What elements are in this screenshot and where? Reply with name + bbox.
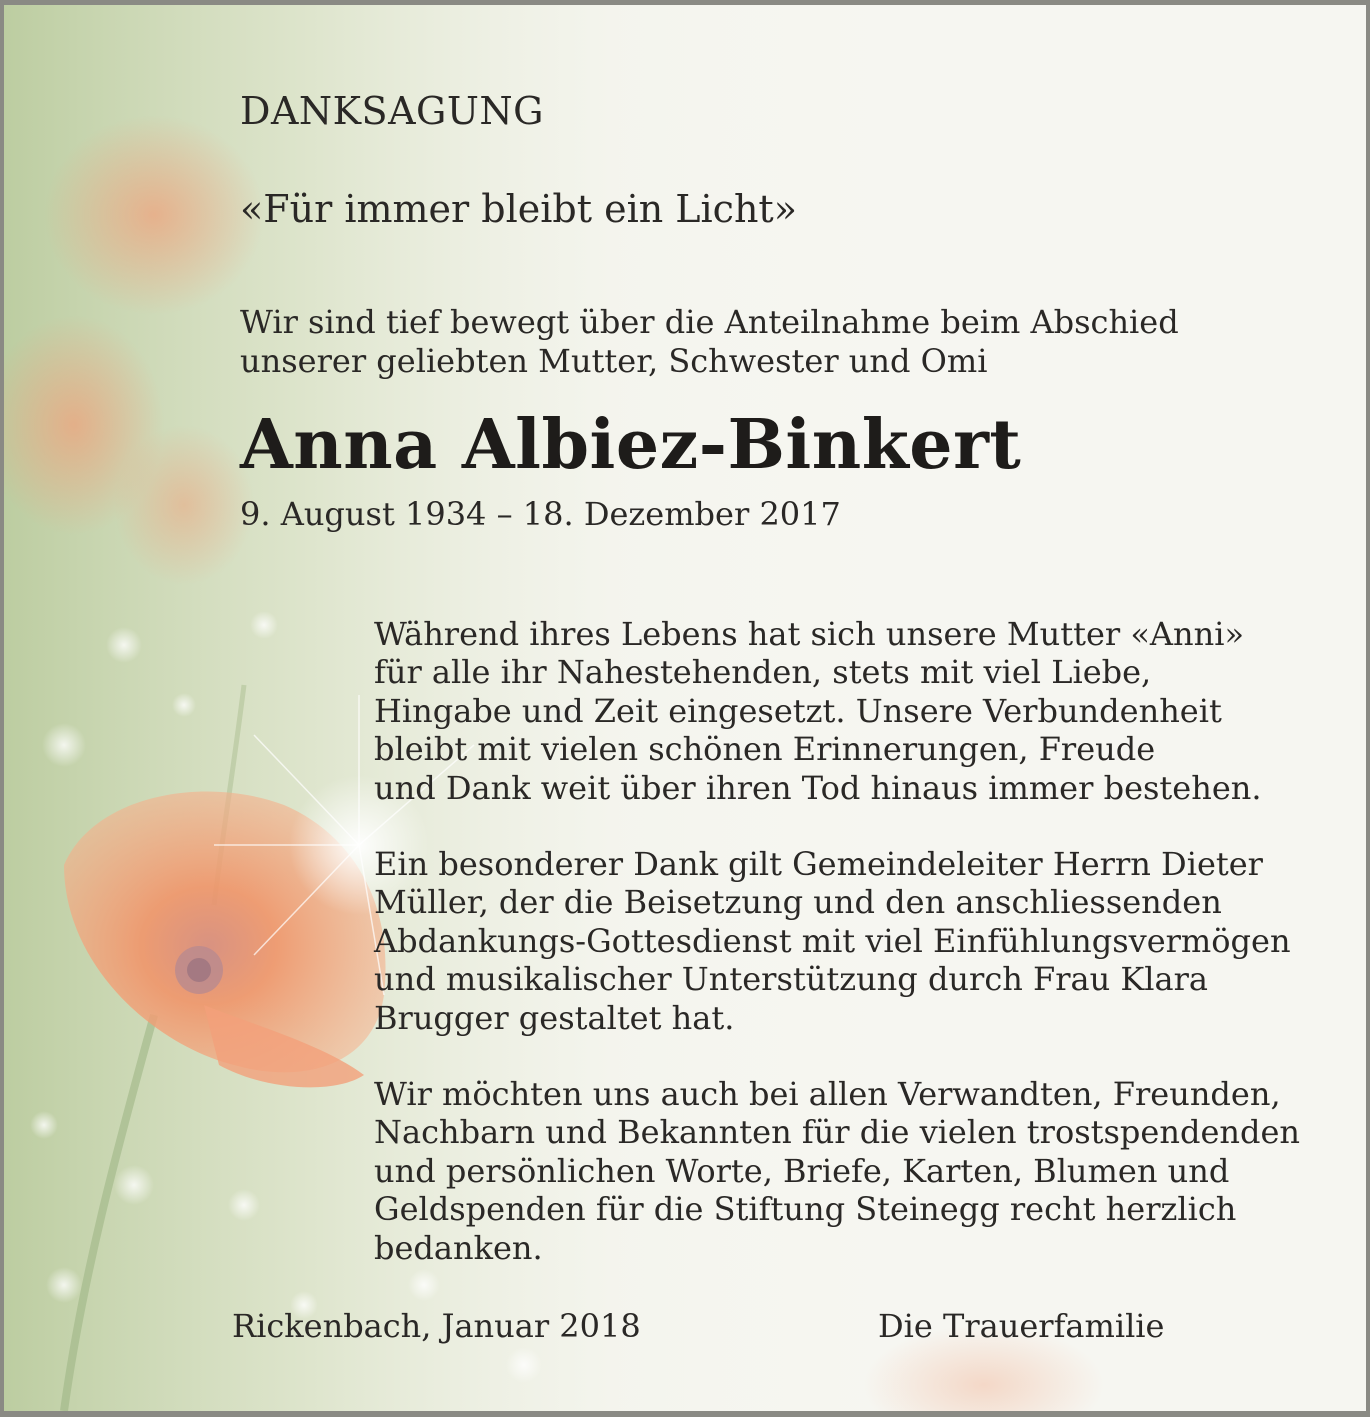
paragraph-line: bedanken.	[374, 1228, 543, 1267]
paragraph-line: Wir möchten uns auch bei allen Verwandten, Freunden,	[374, 1075, 1281, 1113]
paragraph-line: und Dank weit über ihren Tod hinaus immer bestehen.	[374, 768, 1262, 807]
paragraph-line: Geldspenden für die Stiftung Steinegg recht herzlich	[374, 1190, 1237, 1229]
signature: Die Trauerfamilie	[878, 1307, 1165, 1345]
paragraph-thanks-service	[374, 845, 1291, 1037]
notice-heading: DANKSAGUNG	[240, 89, 545, 133]
paragraph-line: Abdankungs-Gottesdienst mit viel Einfühlungsvermögen	[374, 921, 1291, 960]
place-date: Rickenbach, Januar 2018	[232, 1307, 641, 1345]
intro-line: Wir sind tief bewegt über die Anteilnahme beim Abschied	[240, 303, 1179, 341]
intro-text	[240, 303, 1179, 381]
paragraph-life	[374, 615, 1262, 807]
paragraph-line: bleibt mit vielen schönen Erinnerungen, Freude	[374, 730, 1156, 769]
paragraph-thanks-family	[374, 1075, 1300, 1267]
paragraph-line: Brugger gestaltet hat.	[374, 998, 735, 1037]
intro-line: unserer geliebten Mutter, Schwester und Omi	[240, 342, 988, 380]
paragraph-line: und persönlichen Worte, Briefe, Karten, Blumen und	[374, 1151, 1230, 1190]
paragraph-line: und musikalischer Unterstützung durch Frau Klara	[374, 960, 1208, 999]
life-dates: 9. August 1934 – 18. Dezember 2017	[240, 495, 841, 533]
paragraph-line: Ein besonderer Dank gilt Gemeindeleiter Herrn Dieter	[374, 845, 1263, 883]
paragraph-line: Während ihres Lebens hat sich unsere Mutter «Anni»	[374, 615, 1245, 653]
deceased-name: Anna Albiez-Binkert	[240, 405, 1022, 485]
paragraph-line: Nachbarn und Bekannten für die vielen trostspendenden	[374, 1113, 1301, 1152]
memorial-quote: «Für immer bleibt ein Licht»	[240, 187, 797, 231]
paragraph-line: Müller, der die Beisetzung und den anschliessenden	[374, 883, 1222, 922]
obituary-card	[4, 5, 1366, 1411]
paragraph-line: für alle ihr Nahestehenden, stets mit viel Liebe,	[374, 653, 1152, 692]
paragraph-line: Hingabe und Zeit eingesetzt. Unsere Verbundenheit	[374, 691, 1222, 730]
